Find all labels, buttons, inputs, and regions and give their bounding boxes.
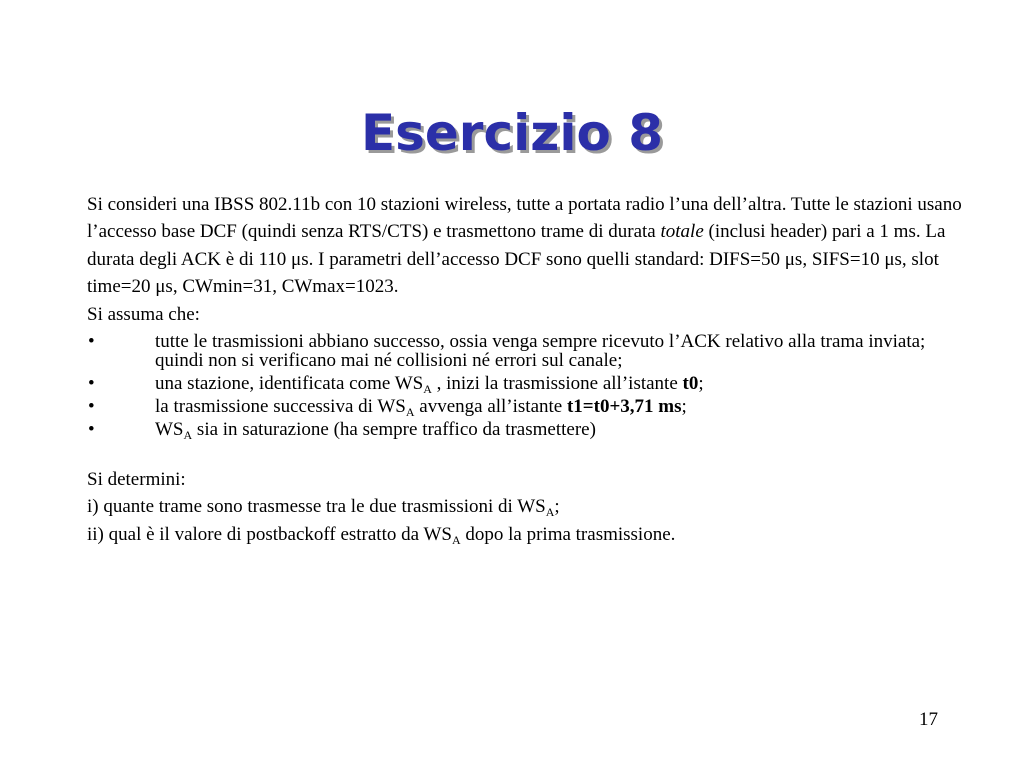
intro-text-continued: (inclusi header) pari a 1 ms. La durata degli ACK è di 110 μs. I parametri dell’accesso DCF sono quelli standard: DIFS=50 μs, SIFS=10 μs, slot time=20 μs, CWmin=31, CWmax=1023.: [87, 221, 946, 298]
bullet: •: [88, 331, 95, 353]
question-item: i) quante trame sono trasmesse tra le due trasmissioni di $WS_A$;: [87, 496, 560, 520]
determine-label: Si determini:: [87, 469, 186, 491]
question-item: ii) qual è il valore di postbackoff estratto da $WS_A$ dopo la prima trasmissione.: [87, 523, 676, 547]
assumption-item: [87, 332, 967, 370]
page-number: 17: [919, 709, 938, 730]
assumption-item: [87, 373, 967, 397]
bullet: •: [88, 373, 95, 395]
assumption-text: la trasmissione successiva di $WS_A$ avvenga all’istante t1=t0+3,71 ms;: [155, 396, 687, 420]
assumption-item: [87, 396, 967, 420]
slide-body: [87, 191, 967, 548]
intro-paragraph: [87, 191, 967, 301]
bullet: •: [88, 419, 95, 441]
assumption-item: [87, 419, 967, 443]
intro-emphasis: totale: [660, 221, 704, 243]
slide-title: Esercizio 8: [360, 104, 664, 162]
intro-text: Si consideri una IBSS 802.11b con 10 stazioni wireless, tutte a portata radio l’una dell’altra. Tutte le stazioni usano l’accesso base DCF (quindi senza RTS/CTS) e trasmettono trame di durata: [87, 194, 962, 243]
assumption-text: $WS_A$ sia in saturazione (ha sempre traffico da trasmettere): [155, 419, 596, 443]
assume-label: Si assuma che:: [87, 303, 200, 325]
bullet: •: [88, 396, 95, 418]
assumption-text: tutte le trasmissioni abbiano successo, ossia venga sempre ricevuto l’ACK relativo alla trama inviata; quindi non si verificano mai né collisioni né errori sul canale;: [155, 331, 926, 372]
spacer: [87, 443, 967, 466]
assumption-text: una stazione, identificata come $WS_A$ , inizi la trasmissione all’istante t0;: [155, 373, 704, 397]
